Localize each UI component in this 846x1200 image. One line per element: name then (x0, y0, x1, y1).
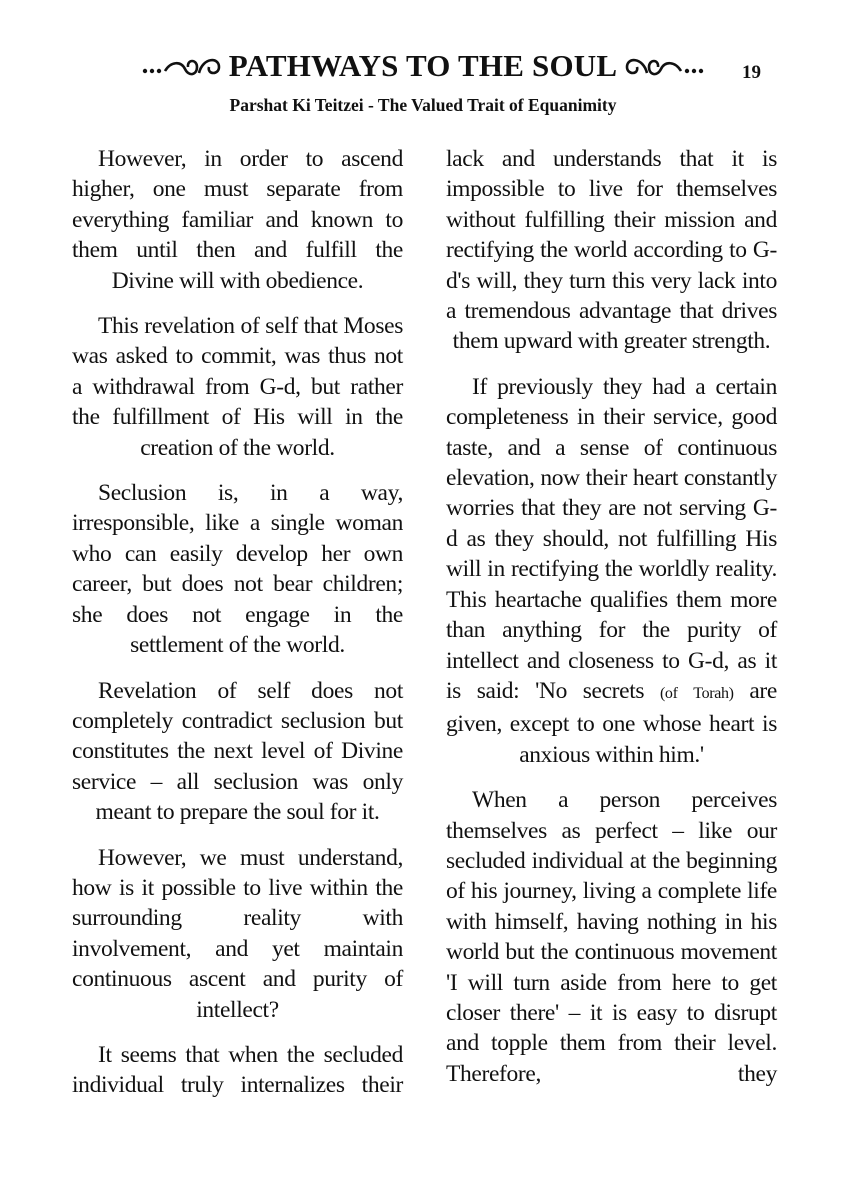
paragraph: When a person perceives themselves as perfect – like our secluded individual at the beginning of his journey, living a complete life with himself, having nothing in his world but the continuous movement 'I will turn aside from here to get closer there' – it is easy to disrupt and topple them from their level. Therefore, they (446, 787, 777, 1087)
paragraph: This revelation of self that Moses was asked to commit, was thus not a withdrawal from G-d, but rather the fulfillment of His will in the creation of the world. (72, 313, 403, 461)
running-title-text: PATHWAYS TO THE SOUL (228, 48, 618, 83)
paragraph: Revelation of self does not completely contradict seclusion but constitutes the next level of Divine service – all seclusion was only meant to prepare the soul for it. (72, 677, 403, 826)
paragraph: However, we must understand, how is it possible to live within the surrounding reality with involvement, and yet maintain continuous ascent and purity of intellect? (72, 844, 403, 1023)
page-number: 19 (742, 62, 761, 83)
right-ornament-icon (623, 53, 705, 79)
paragraph-text: are given, except to one whose heart is anxious within him.' (446, 677, 777, 768)
running-title (130, 48, 716, 84)
small-text: (of (659, 684, 678, 702)
left-ornament-icon (141, 53, 223, 79)
paragraph: It seems that when the secluded individual truly internalizes their (72, 1041, 403, 1099)
page-subtitle: Parshat Ki Teitzei - The Valued Trait of Equanimity (229, 95, 617, 115)
page-header (0, 48, 846, 88)
paragraph-text: If previously they had a certain completeness in their service, good taste, and a sense of continuous elevation, now their heart constantly worries that they are not serving G-d as they should, not fulfilling His will in rectifying the worldly reality. This heartache qualifies them more than anything for the purity of intellect and closeness to G-d, as it is said: 'No secrets (446, 373, 777, 704)
left-column (72, 144, 403, 1101)
small-text: Torah) (693, 684, 734, 702)
paragraph (446, 372, 777, 770)
paragraph: However, in order to ascend higher, one must separate from everything familiar and known to them until then and fulfill the Divine will with obedience. (72, 146, 403, 294)
right-column (446, 144, 777, 1089)
paragraph: lack and understands that it is impossible to live for themselves without fulfilling their mission and rectifying the world according to G-d's will, they turn this very lack into a tremendous advantage that drives them upward with greater strength. (446, 146, 777, 355)
paragraph: Seclusion is, in a way, irresponsible, like a single woman who can easily develop her own career, but does not bear children; she does not engage in the settlement of the world. (72, 480, 403, 659)
